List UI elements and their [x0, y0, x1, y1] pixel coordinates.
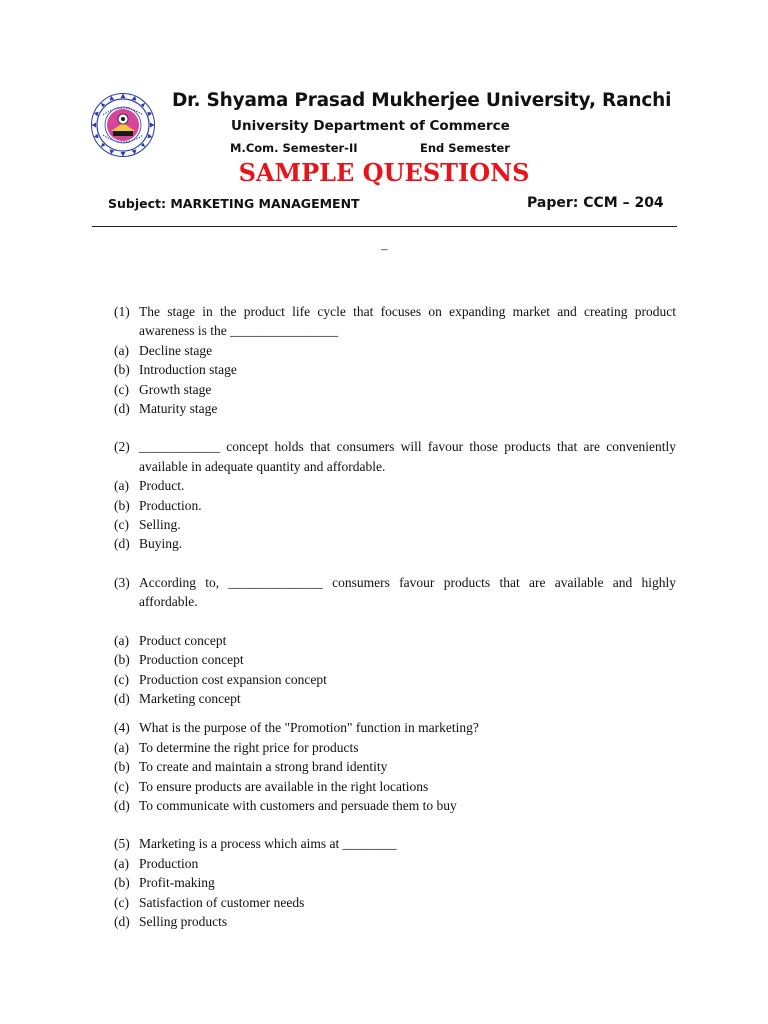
option-label: (d) [114, 690, 130, 706]
option-text: Maturity stage [139, 401, 218, 417]
option-text: Decline stage [139, 342, 213, 358]
option-label: (a) [114, 478, 129, 494]
question-number: (2) [114, 439, 130, 455]
paper-code: Paper: CCM – 204 [527, 195, 664, 211]
question-item [114, 437, 676, 553]
option-text: To communicate with customers and persuade them to buy [139, 797, 457, 813]
exam-label: End Semester [420, 141, 510, 155]
option-text: Selling. [139, 517, 181, 533]
option-item [114, 670, 676, 689]
page-title: SAMPLE QUESTIONS [238, 158, 530, 187]
question-number: (1) [114, 304, 130, 319]
option-label: (c) [114, 671, 129, 687]
question-text: What is the purpose of the "Promotion" function in marketing? [139, 720, 479, 736]
question-item [114, 834, 676, 931]
option-label: (c) [114, 381, 129, 397]
option-label: (a) [114, 739, 129, 755]
question-text: ____________ concept holds that consumers will favour those products that are conveniently available in adequate quantity and affordable. [139, 439, 676, 474]
option-text: To create and maintain a strong brand identity [139, 759, 388, 775]
option-label: (c) [114, 778, 129, 794]
option-item [114, 738, 676, 757]
option-item [114, 689, 676, 708]
question-item [114, 302, 676, 418]
option-label: (b) [114, 875, 130, 891]
option-text: To determine the right price for products [139, 739, 359, 755]
option-label: (a) [114, 342, 129, 358]
option-text: Profit-making [139, 875, 215, 891]
option-label: (d) [114, 913, 130, 929]
question-number: (3) [114, 574, 130, 590]
subject-label: Subject: MARKETING MANAGEMENT [108, 196, 360, 211]
option-label: (c) [114, 894, 129, 910]
question-item [114, 718, 676, 815]
semester-label: M.Com. Semester-II [230, 141, 358, 155]
option-label: (b) [114, 652, 130, 668]
question-text: Marketing is a process which aims at ________ [139, 836, 397, 852]
question-list [114, 302, 676, 931]
option-text: Marketing concept [139, 690, 241, 706]
option-text: Growth stage [139, 381, 212, 397]
option-label: (b) [114, 759, 130, 775]
option-label: (a) [114, 632, 129, 648]
option-item [114, 496, 676, 515]
dash-mark: – [381, 241, 388, 256]
option-text: Production cost expansion concept [139, 671, 327, 687]
option-item [114, 873, 676, 892]
option-item [114, 631, 676, 650]
university-seal-icon [91, 93, 155, 157]
option-text: Production [139, 855, 199, 871]
option-label: (d) [114, 401, 130, 417]
option-text: To ensure products are available in the right locations [139, 778, 429, 794]
option-label: (d) [114, 797, 130, 813]
option-item [114, 796, 676, 815]
option-label: (a) [114, 855, 129, 871]
option-text: Selling products [139, 913, 228, 929]
option-text: Buying. [139, 536, 183, 552]
question-text: The stage in the product life cycle that focuses on expanding market and creating product awareness is the ________________ [139, 304, 676, 339]
option-text: Introduction stage [139, 362, 237, 378]
option-item [114, 854, 676, 873]
option-text: Product concept [139, 632, 227, 648]
option-item [114, 893, 676, 912]
question-item [114, 573, 676, 708]
option-item [114, 360, 676, 379]
option-label: (d) [114, 536, 130, 552]
header-divider [92, 226, 677, 227]
option-item [114, 757, 676, 776]
option-item [114, 476, 676, 495]
option-label: (b) [114, 362, 130, 378]
option-text: Product. [139, 478, 185, 494]
option-item [114, 341, 676, 360]
option-item [114, 777, 676, 796]
question-number: (4) [114, 720, 130, 736]
university-name: Dr. Shyama Prasad Mukherjee University, Ranchi [172, 90, 672, 111]
department-name: University Department of Commerce [231, 118, 510, 134]
option-item [114, 534, 676, 553]
option-item [114, 380, 676, 399]
option-text: Production concept [139, 652, 244, 668]
option-text: Production. [139, 497, 202, 513]
option-item [114, 912, 676, 931]
option-label: (c) [114, 517, 129, 533]
option-item [114, 399, 676, 418]
question-text: According to, ______________ consumers favour products that are available and highly affordable. [139, 574, 676, 610]
option-label: (b) [114, 497, 130, 513]
question-number: (5) [114, 836, 130, 852]
option-item [114, 650, 676, 669]
option-text: Satisfaction of customer needs [139, 894, 305, 910]
option-item [114, 515, 676, 534]
